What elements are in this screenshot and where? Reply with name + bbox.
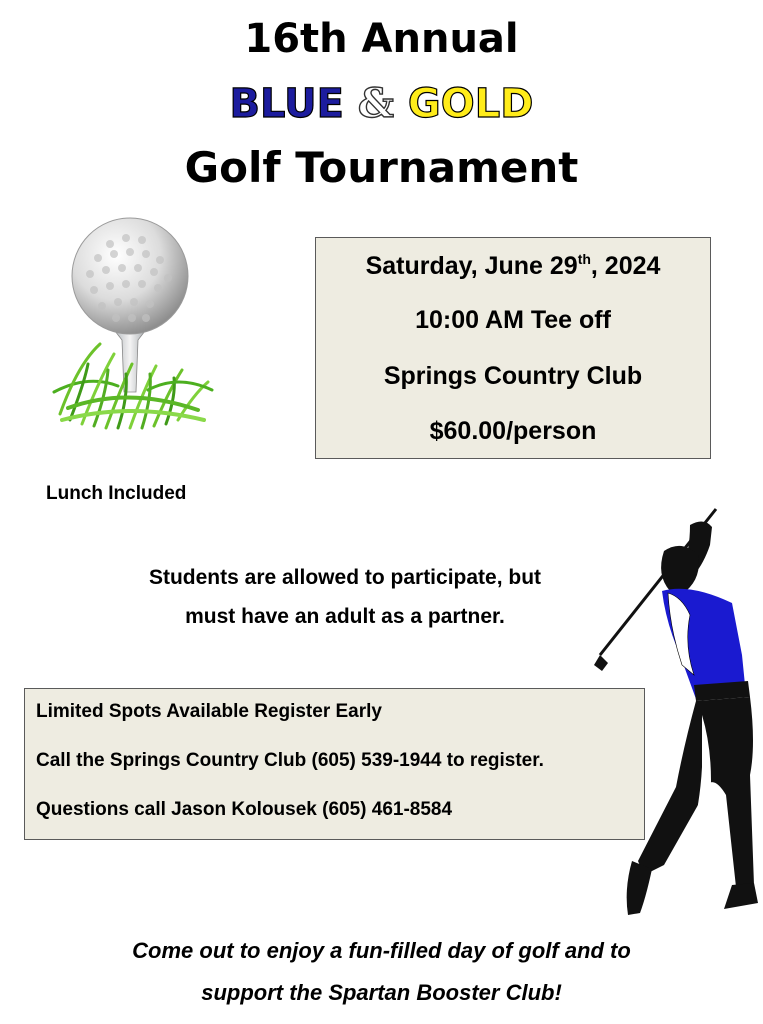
event-venue: Springs Country Club [383, 362, 643, 390]
ampersand: & [357, 80, 394, 127]
title-line-1: 16th Annual [244, 16, 519, 62]
golfer-silhouette-icon [586, 505, 760, 917]
students-note-line-2: must have an adult as a partner. [185, 605, 505, 628]
event-price: $60.00/person [429, 417, 597, 445]
gold-word: GOLD [407, 81, 534, 127]
title-line-2 [0, 80, 763, 127]
title-line-3: Golf Tournament [184, 143, 579, 192]
event-time: 10:00 AM Tee off [415, 306, 611, 334]
limited-spots-text: Limited Spots Available Register Early [36, 701, 382, 722]
lunch-note: Lunch Included [46, 483, 187, 504]
blue-word: BLUE [229, 81, 344, 127]
registration-info-box [24, 688, 645, 840]
golf-ball-on-tee-icon [48, 214, 214, 436]
students-note-line-1: Students are allowed to participate, but [148, 566, 542, 589]
closing-line-1: Come out to enjoy a fun-filled day of golf and to [132, 938, 631, 963]
closing-line-2: support the Spartan Booster Club! [201, 980, 562, 1005]
event-details-box [315, 237, 711, 459]
questions-contact-text: Questions call Jason Kolousek (605) 461-8584 [36, 799, 453, 820]
event-date: Saturday, June 29th, 2024 [365, 251, 661, 280]
register-phone-text: Call the Springs Country Club (605) 539-1944 to register. [36, 750, 544, 771]
